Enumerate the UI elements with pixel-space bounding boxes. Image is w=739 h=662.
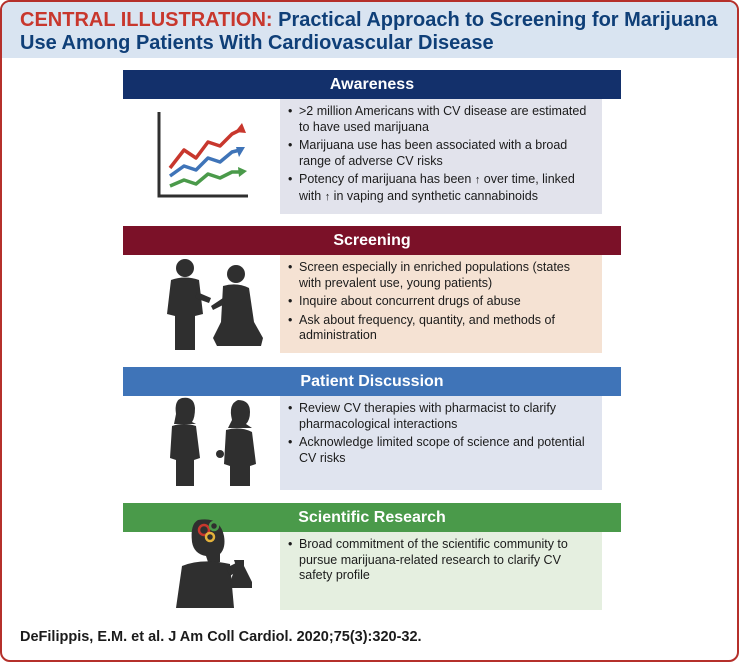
- awareness-bullet-3-part-3: in vaping and synthetic cannabinoids: [330, 188, 538, 203]
- section-bar-patient-discussion: [123, 367, 621, 396]
- conversation-silhouette-icon: [157, 258, 269, 352]
- panel-screening: [280, 255, 602, 353]
- up-arrow-icon: ↑: [324, 190, 331, 203]
- header-line-1: [20, 9, 739, 32]
- awareness-bullet-2: • Marijuana use has been associated with a broad range of adverse CV risks: [288, 138, 594, 169]
- citation: DeFilippis, E.M. et al. J Am Coll Cardiol. 2020;75(3):320-32.: [20, 629, 422, 645]
- discussion-silhouette-icon: [162, 394, 262, 488]
- awareness-bullet-3-part-2: over time, linked with: [299, 172, 575, 203]
- panel-scientific-research: [280, 532, 602, 610]
- header-title-line-1: Practical Approach to Screening for Marijuana: [278, 9, 718, 31]
- section-bar-screening: [123, 226, 621, 255]
- awareness-bullet-3: [288, 172, 594, 205]
- section-bar-awareness: [123, 70, 621, 99]
- screening-bullet-3: • Ask about frequency, quantity, and methods of administration: [288, 313, 594, 344]
- scientist-silhouette-icon: [172, 516, 264, 610]
- screening-bullet-2: • Inquire about concurrent drugs of abuse: [288, 294, 594, 310]
- discussion-bullet-2: • Acknowledge limited scope of science and potential CV risks: [288, 435, 594, 466]
- discussion-bullet-1: • Review CV therapies with pharmacist to clarify pharmacological interactions: [288, 401, 594, 432]
- awareness-bullet-1: • >2 million Americans with CV disease are estimated to have used marijuana: [288, 104, 594, 135]
- panel-awareness: [280, 99, 602, 214]
- header-title-line-2: Use Among Patients With Cardiovascular Disease: [20, 32, 494, 54]
- awareness-bullet-3-part-1: Potency of marijuana has been: [299, 172, 475, 187]
- header-label: CENTRAL ILLUSTRATION:: [20, 9, 273, 31]
- section-title-awareness: Awareness: [329, 75, 415, 93]
- section-title-patient-discussion: Patient Discussion: [300, 372, 444, 390]
- screening-bullet-1: • Screen especially in enriched populations (states with prevalent use, young patients): [288, 260, 594, 291]
- header: [2, 2, 739, 58]
- up-arrow-icon: ↑: [474, 174, 481, 187]
- section-title-screening: Screening: [333, 231, 411, 249]
- line-chart-icon: [152, 110, 252, 202]
- research-bullet-1: • Broad commitment of the scientific community to pursue marijuana-related research to clarify CV safety profile: [288, 537, 594, 584]
- section-title-scientific-research: Scientific Research: [298, 508, 446, 526]
- panel-patient-discussion: [280, 396, 602, 490]
